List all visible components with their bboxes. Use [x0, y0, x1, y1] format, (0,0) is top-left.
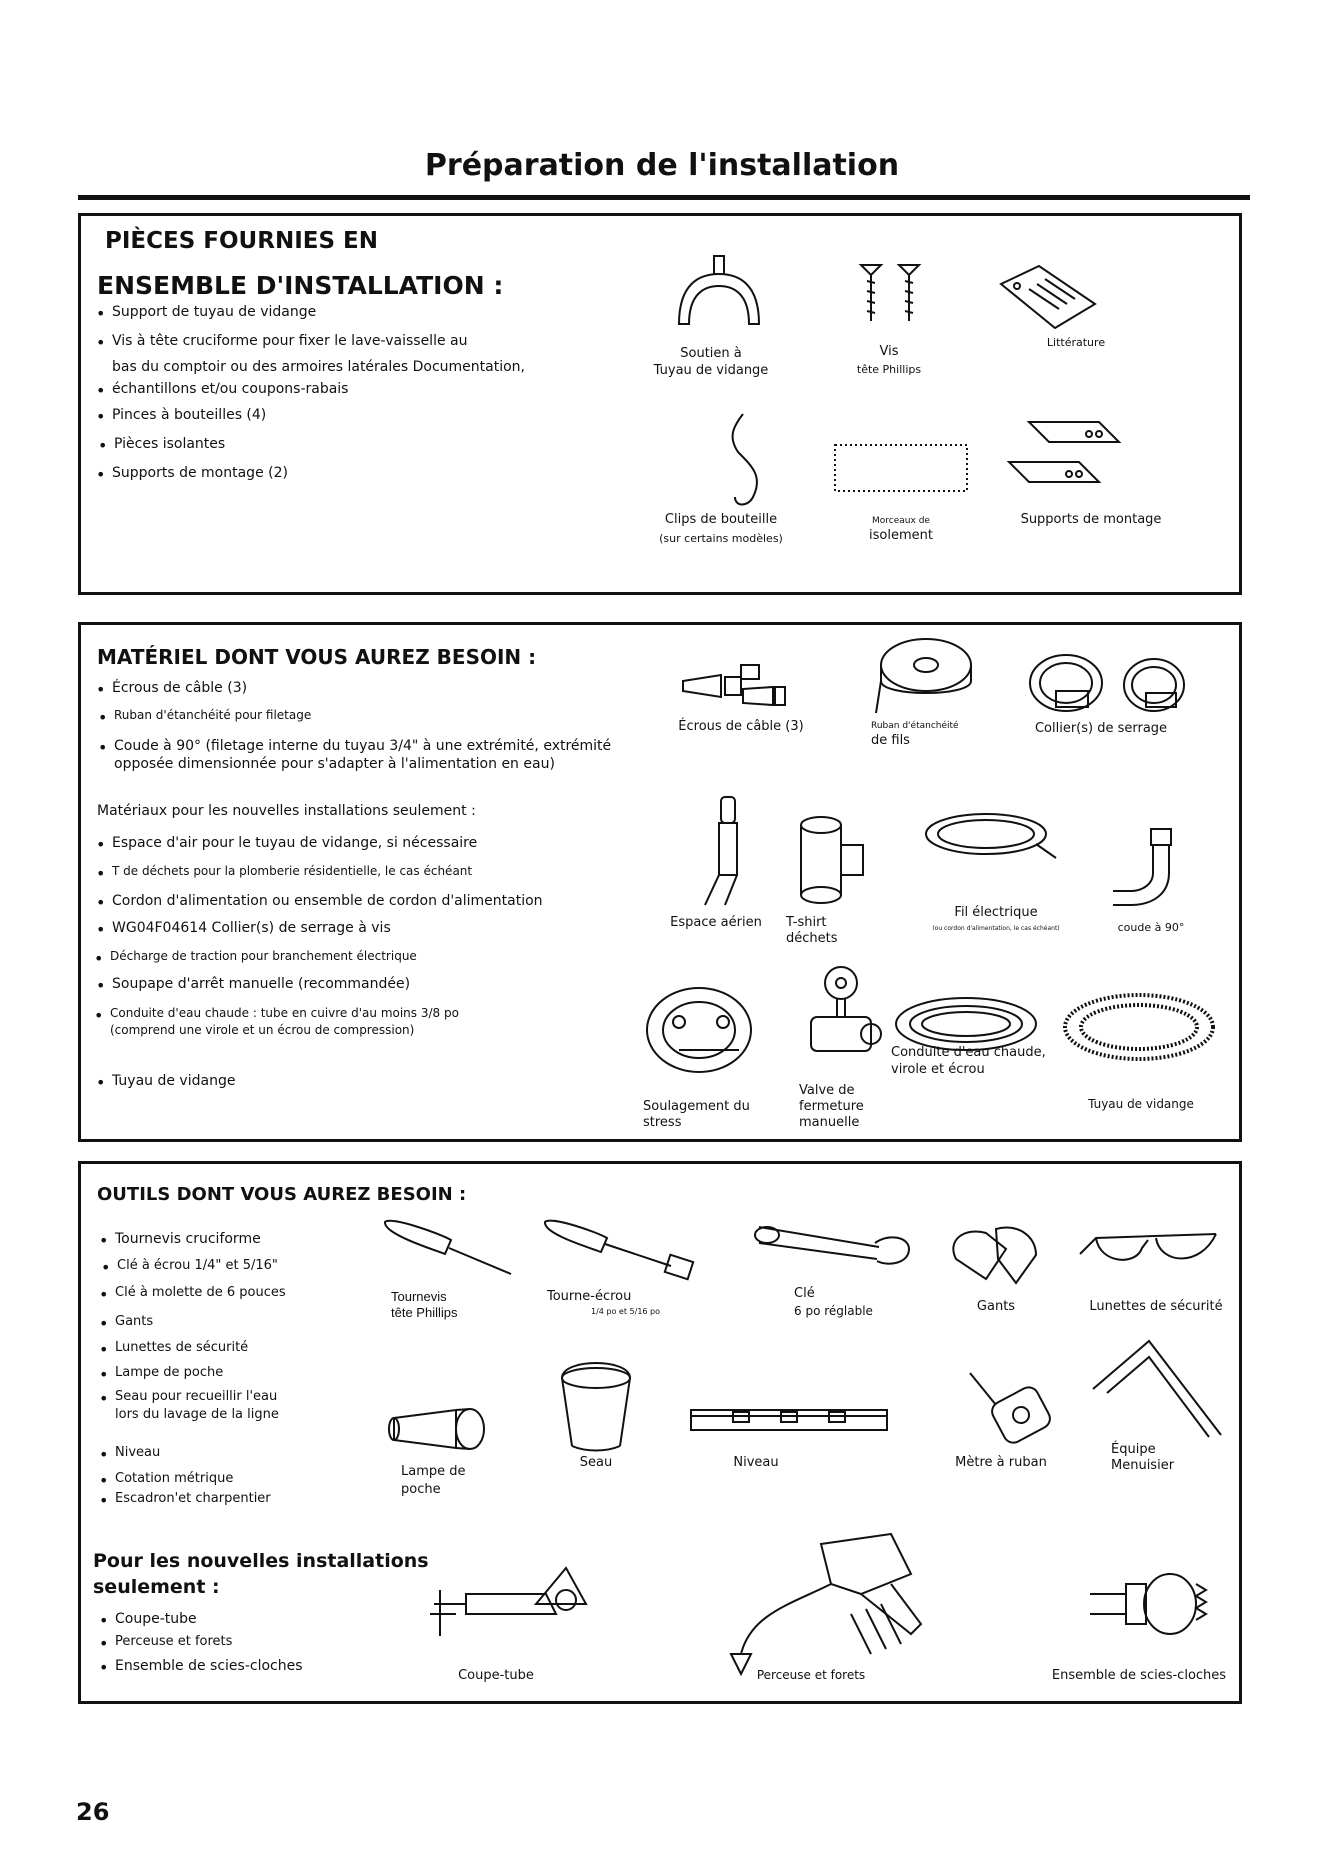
- elbow-icon: [1111, 825, 1181, 905]
- caption-scies: Ensemble de scies-cloches: [1051, 1668, 1227, 1683]
- caption-lampe-2: poche: [401, 1482, 441, 1497]
- caption-tournevis-1: Tournevis: [391, 1289, 447, 1304]
- screwdriver-icon: [381, 1214, 521, 1284]
- list-item: • Coupe-tube: [115, 1610, 197, 1629]
- flashlight-icon: [386, 1404, 496, 1464]
- caption-cle-2: 6 po réglable: [794, 1304, 873, 1318]
- list-item: • Seau pour recueillir l'eau: [115, 1388, 277, 1406]
- caption-support-2: Tuyau de vidange: [653, 363, 769, 378]
- caption-tourne-1: Tourne-écrou: [547, 1289, 632, 1304]
- nut-driver-icon: [541, 1214, 711, 1284]
- page-number: 26: [76, 1798, 110, 1826]
- list-item: • Tuyau de vidange: [112, 1072, 235, 1091]
- caption-litterature: Littérature: [1046, 336, 1106, 349]
- caption-lampe-1: Lampe de: [401, 1464, 466, 1479]
- caption-equipe-1: Équipe: [1111, 1442, 1156, 1457]
- list-item: • Lunettes de sécurité: [115, 1339, 248, 1357]
- list-item: • Ensemble de scies-cloches: [115, 1657, 303, 1676]
- caption-cle-1: Clé: [794, 1286, 815, 1301]
- drill-icon: [711, 1524, 951, 1674]
- caption-ecrous: Écrous de câble (3): [678, 719, 804, 734]
- caption-tshirt-1: T-shirt: [786, 915, 827, 930]
- list-item: • Clé à écrou 1/4" et 5/16": [117, 1257, 278, 1275]
- list-item: • Coude à 90° (filetage interne du tuyau 3/4" à une extrémité, extrémité: [114, 737, 611, 756]
- caption-vis-1: Vis: [879, 344, 899, 359]
- caption-vis-2: tête Phillips: [856, 363, 922, 376]
- parts-heading-1: PIÈCES FOURNIES EN: [105, 228, 378, 254]
- list-item: • Tournevis cruciforme: [115, 1230, 261, 1249]
- materials-subheading: Matériaux pour les nouvelles installations seulement :: [97, 803, 476, 819]
- drain-hose-icon: [1061, 989, 1221, 1069]
- level-icon: [689, 1402, 889, 1442]
- air-gap-icon: [701, 795, 761, 915]
- caption-lunettes: Lunettes de sécurité: [1089, 1299, 1223, 1314]
- screw-icon: [859, 261, 929, 331]
- list-item: • Ruban d'étanchéité pour filetage: [114, 707, 311, 723]
- caption-soul-1: Soulagement du: [643, 1099, 750, 1114]
- list-item-continuation: opposée dimensionnée pour s'adapter à l'alimentation en eau): [114, 756, 555, 772]
- list-item: • Décharge de traction pour branchement électrique: [110, 948, 417, 964]
- list-item: • Lampe de poche: [115, 1364, 223, 1382]
- caption-ruban-1: Ruban d'étanchéité: [871, 721, 959, 731]
- list-item: • WG04F04614 Collier(s) de serrage à vis: [112, 919, 391, 938]
- caption-tourne-2: 1/4 po et 5/16 po: [591, 1307, 661, 1316]
- caption-metre: Mètre à ruban: [955, 1455, 1047, 1470]
- caption-supports: Supports de montage: [1020, 512, 1162, 527]
- tools-heading: OUTILS DONT VOUS AUREZ BESOIN :: [97, 1184, 467, 1205]
- page-title: Préparation de l'installation: [424, 148, 900, 183]
- materials-section: [78, 622, 1242, 1142]
- list-item: • Gants: [115, 1313, 153, 1331]
- caption-ruban-2: de fils: [871, 733, 910, 748]
- gloves-icon: [946, 1219, 1046, 1294]
- list-item: • Cotation métrique: [115, 1470, 233, 1488]
- caption-clips-2: (sur certains modèles): [659, 532, 783, 545]
- caption-equipe-2: Menuisier: [1111, 1458, 1175, 1473]
- list-item: • Pièces isolantes: [114, 435, 225, 454]
- hose-clamp-icon: [1026, 645, 1196, 725]
- carpenter-square-icon: [1091, 1339, 1231, 1439]
- caption-gants: Gants: [976, 1299, 1016, 1314]
- parts-heading-2: ENSEMBLE D'INSTALLATION :: [97, 271, 504, 300]
- bucket-icon: [556, 1354, 636, 1454]
- caption-seau: Seau: [579, 1455, 613, 1470]
- list-item: • Supports de montage (2): [112, 464, 288, 483]
- list-item: • Vis à tête cruciforme pour fixer le lave-vaisselle au: [112, 332, 467, 351]
- caption-conduite-2: virole et écrou: [891, 1062, 985, 1077]
- list-item: • T de déchets pour la plomberie résidentielle, le cas échéant: [112, 863, 472, 879]
- insulation-icon: [833, 443, 969, 493]
- caption-support-1: Soutien à: [680, 346, 742, 361]
- caption-tuyau: Tuyau de vidange: [1088, 1097, 1194, 1111]
- title-rule: [78, 195, 1250, 200]
- list-item: • Pinces à bouteilles (4): [112, 406, 266, 425]
- tube-cutter-icon: [426, 1564, 596, 1664]
- list-item: • Espace d'air pour le tuyau de vidange, si nécessaire: [112, 834, 477, 853]
- wire-nut-icon: [681, 661, 791, 721]
- caption-valve-1: Valve de: [799, 1083, 855, 1098]
- caption-niveau: Niveau: [733, 1455, 779, 1470]
- waste-tee-icon: [791, 815, 881, 915]
- list-item: • Perceuse et forets: [115, 1633, 232, 1651]
- bottle-clip-icon: [713, 412, 783, 512]
- caption-valve-2: fermeture: [799, 1099, 864, 1114]
- caption-fil-1: Fil électrique: [954, 905, 1038, 920]
- list-item: • Escadron'et charpentier: [115, 1490, 271, 1508]
- list-item: • Support de tuyau de vidange: [112, 303, 316, 322]
- caption-clips-1: Clips de bouteille: [664, 512, 778, 527]
- caption-collier: Collier(s) de serrage: [1034, 721, 1168, 736]
- caption-isol-2: isolement: [869, 528, 933, 543]
- shutoff-valve-icon: [801, 965, 891, 1085]
- tools-section: [78, 1161, 1242, 1704]
- list-item: • Conduite d'eau chaude : tube en cuivre d'au moins 3/8 po: [110, 1005, 459, 1021]
- list-item-continuation: (comprend une virole et un écrou de compression): [110, 1023, 415, 1037]
- tape-measure-icon: [966, 1369, 1066, 1449]
- list-item: • échantillons et/ou coupons-rabais: [112, 380, 348, 399]
- list-item: • Clé à molette de 6 pouces: [115, 1284, 286, 1302]
- wrench-icon: [749, 1219, 919, 1279]
- materials-heading: MATÉRIEL DONT VOUS AUREZ BESOIN :: [97, 645, 537, 669]
- caption-tshirt-2: déchets: [786, 931, 838, 946]
- hole-saw-icon: [1086, 1564, 1216, 1654]
- caption-espace: Espace aérien: [670, 915, 762, 930]
- mounting-bracket-icon: [999, 412, 1139, 502]
- list-item: • Soupape d'arrêt manuelle (recommandée): [112, 975, 410, 994]
- caption-tournevis-2: tête Phillips: [391, 1305, 458, 1320]
- tools-new-heading-1: Pour les nouvelles installations: [93, 1550, 429, 1572]
- literature-icon: [999, 264, 1099, 334]
- strain-relief-icon: [639, 980, 769, 1090]
- parts-section: [78, 213, 1242, 595]
- caption-coude: coude à 90°: [1117, 921, 1185, 934]
- list-item: • Niveau: [115, 1444, 160, 1462]
- caption-isol-1: Morceaux de: [872, 516, 930, 526]
- list-item: • Cordon d'alimentation ou ensemble de cordon d'alimentation: [112, 892, 543, 911]
- safety-glasses-icon: [1076, 1224, 1226, 1284]
- list-item-continuation: lors du lavage de la ligne: [115, 1407, 279, 1422]
- electrical-wire-icon: [916, 808, 1066, 868]
- thread-tape-icon: [871, 635, 981, 715]
- caption-valve-3: manuelle: [799, 1115, 860, 1130]
- caption-perceuse: Perceuse et forets: [756, 1668, 866, 1682]
- caption-soul-2: stress: [643, 1115, 682, 1130]
- list-item-continuation: bas du comptoir ou des armoires latérales Documentation,: [112, 359, 526, 375]
- caption-fil-2: (ou cordon d'alimentation, le cas échéant): [932, 925, 1060, 932]
- caption-coupe: Coupe-tube: [458, 1668, 534, 1683]
- caption-conduite-1: Conduite d'eau chaude,: [891, 1045, 1046, 1060]
- list-item: • Écrous de câble (3): [112, 679, 247, 698]
- tools-new-heading-2: seulement :: [93, 1576, 220, 1598]
- drain-support-icon: [669, 254, 769, 334]
